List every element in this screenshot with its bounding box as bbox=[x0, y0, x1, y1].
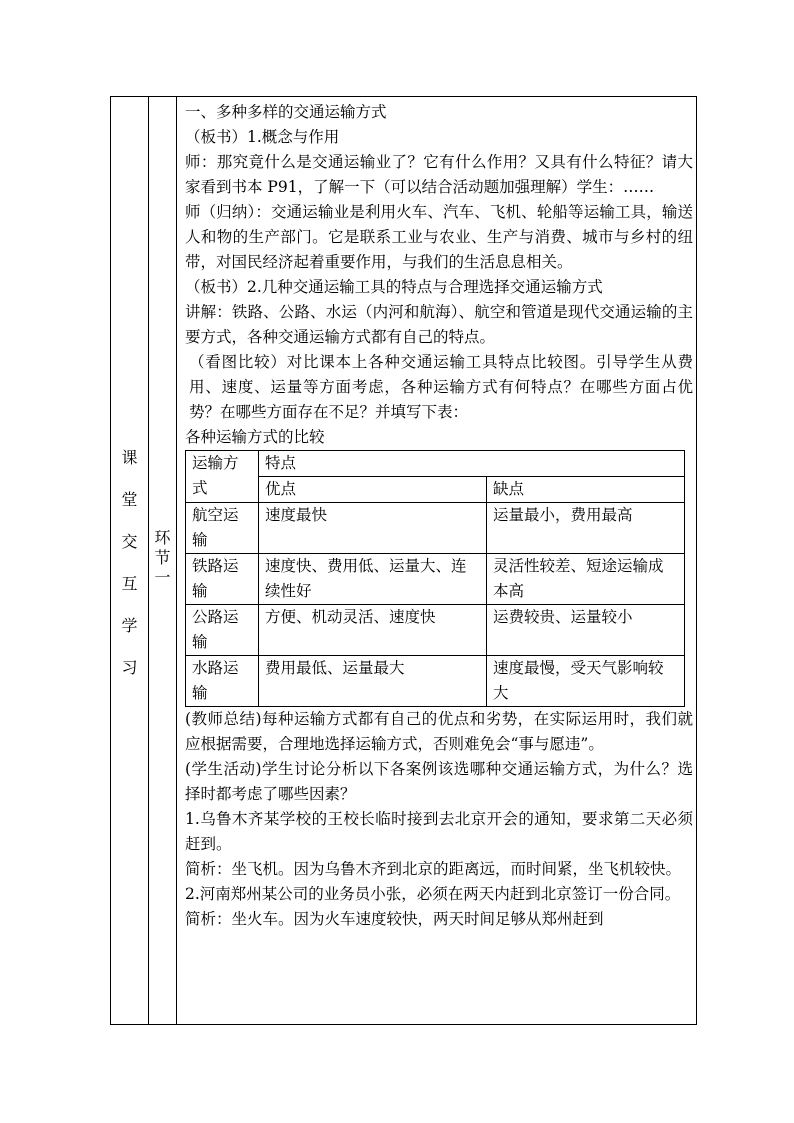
cell-mode: 水路运输 bbox=[186, 656, 259, 707]
board-note: （板书）1.概念与作用 bbox=[185, 128, 340, 146]
stage-label-column bbox=[149, 97, 177, 1024]
header-mode: 运输方式 bbox=[186, 451, 259, 503]
cell-mode: 航空运输 bbox=[186, 503, 259, 554]
section-label-char: 交 bbox=[121, 532, 138, 551]
cell-mode: 公路运输 bbox=[186, 605, 259, 656]
paragraph: (学生活动)学生讨论分析以下各案例该选哪种交通运输方式，为什么？选择时都考虑了哪些因素？ bbox=[185, 760, 693, 803]
stage-label-char: 环 bbox=[154, 528, 171, 547]
table-row bbox=[186, 554, 685, 605]
header-features: 特点 bbox=[259, 451, 685, 477]
case-item: 1.乌鲁木齐某学校的王校长临时接到去北京开会的通知，要求第二天必须赶到。 bbox=[185, 810, 693, 853]
stage-label-char: 一 bbox=[154, 568, 171, 587]
lesson-content bbox=[185, 100, 693, 932]
header-cons: 缺点 bbox=[487, 477, 685, 503]
heading: 一、多种多样的交通运输方式 bbox=[185, 103, 387, 121]
header-pros: 优点 bbox=[259, 477, 487, 503]
table-row bbox=[186, 503, 685, 554]
cell-pros: 费用最低、运量最大 bbox=[259, 656, 487, 707]
cell-mode: 铁路运输 bbox=[186, 554, 259, 605]
paragraph: （看图比较）对比课本上各种交通运输工具特点比较图。引导学生从费用、速度、运量等方面考虑，各种运输方式有何特点？在哪些方面占优势？在哪些方面存在不足？并填写下表： bbox=[189, 353, 693, 421]
cell-cons: 运费较贵、运量较小 bbox=[487, 605, 685, 656]
transport-comparison-table bbox=[185, 450, 685, 707]
table-header-row bbox=[186, 451, 685, 477]
case-item: 2.河南郑州某公司的业务员小张，必须在两天内赶到北京签订一份合同。 bbox=[185, 885, 681, 903]
section-label-column bbox=[111, 97, 149, 1024]
section-label-char: 互 bbox=[121, 574, 138, 593]
table-row bbox=[186, 605, 685, 656]
table-row bbox=[186, 656, 685, 707]
stage-label-char: 节 bbox=[154, 548, 171, 567]
cell-pros: 方便、机动灵活、速度快 bbox=[259, 605, 487, 656]
table-caption: 各种运输方式的比较 bbox=[185, 428, 325, 446]
cell-cons: 运量最小，费用最高 bbox=[487, 503, 685, 554]
paragraph: 师：那究竟什么是交通运输业了？它有什么作用？又具有什么特征？请大家看到书本 P91，了解一下（可以结合活动题加强理解）学生：…… bbox=[185, 153, 693, 196]
case-analysis: 简析：坐飞机。因为乌鲁木齐到北京的距离远，而时间紧，坐飞机较快。 bbox=[185, 860, 682, 878]
section-label-char: 习 bbox=[121, 658, 138, 677]
cell-cons: 灵活性较差、短途运输成本高 bbox=[487, 554, 685, 605]
paragraph: (教师总结)每种运输方式都有自己的优点和劣势，在实际运用时，我们就应根据需要，合理地选择运输方式，否则难免会“事与愿违”。 bbox=[185, 710, 693, 753]
board-note: （板书）2.几种交通运输工具的特点与合理选择交通运输方式 bbox=[185, 278, 603, 296]
section-label-char: 课 bbox=[121, 448, 138, 467]
table-subheader-row bbox=[186, 477, 685, 503]
paragraph: 讲解：铁路、公路、水运（内河和航海）、航空和管道是现代交通运输的主要方式，各种交通运输方式都有自己的特点。 bbox=[185, 303, 693, 346]
case-analysis: 简析：坐火车。因为火车速度较快，两天时间足够从郑州赶到 bbox=[185, 910, 604, 928]
section-label-char: 堂 bbox=[121, 490, 138, 509]
cell-cons: 速度最慢，受天气影响较大 bbox=[487, 656, 685, 707]
section-label-char: 学 bbox=[121, 616, 138, 635]
paragraph: 师（归纳）：交通运输业是利用火车、汽车、飞机、轮船等运输工具，输送人和物的生产部门。它是联系工业与农业、生产与消费、城市与乡村的纽带，对国民经济起着重要作用，与我们的生活息息相关。 bbox=[185, 203, 693, 271]
cell-pros: 速度快、费用低、运量大、连续性好 bbox=[259, 554, 487, 605]
cell-pros: 速度最快 bbox=[259, 503, 487, 554]
